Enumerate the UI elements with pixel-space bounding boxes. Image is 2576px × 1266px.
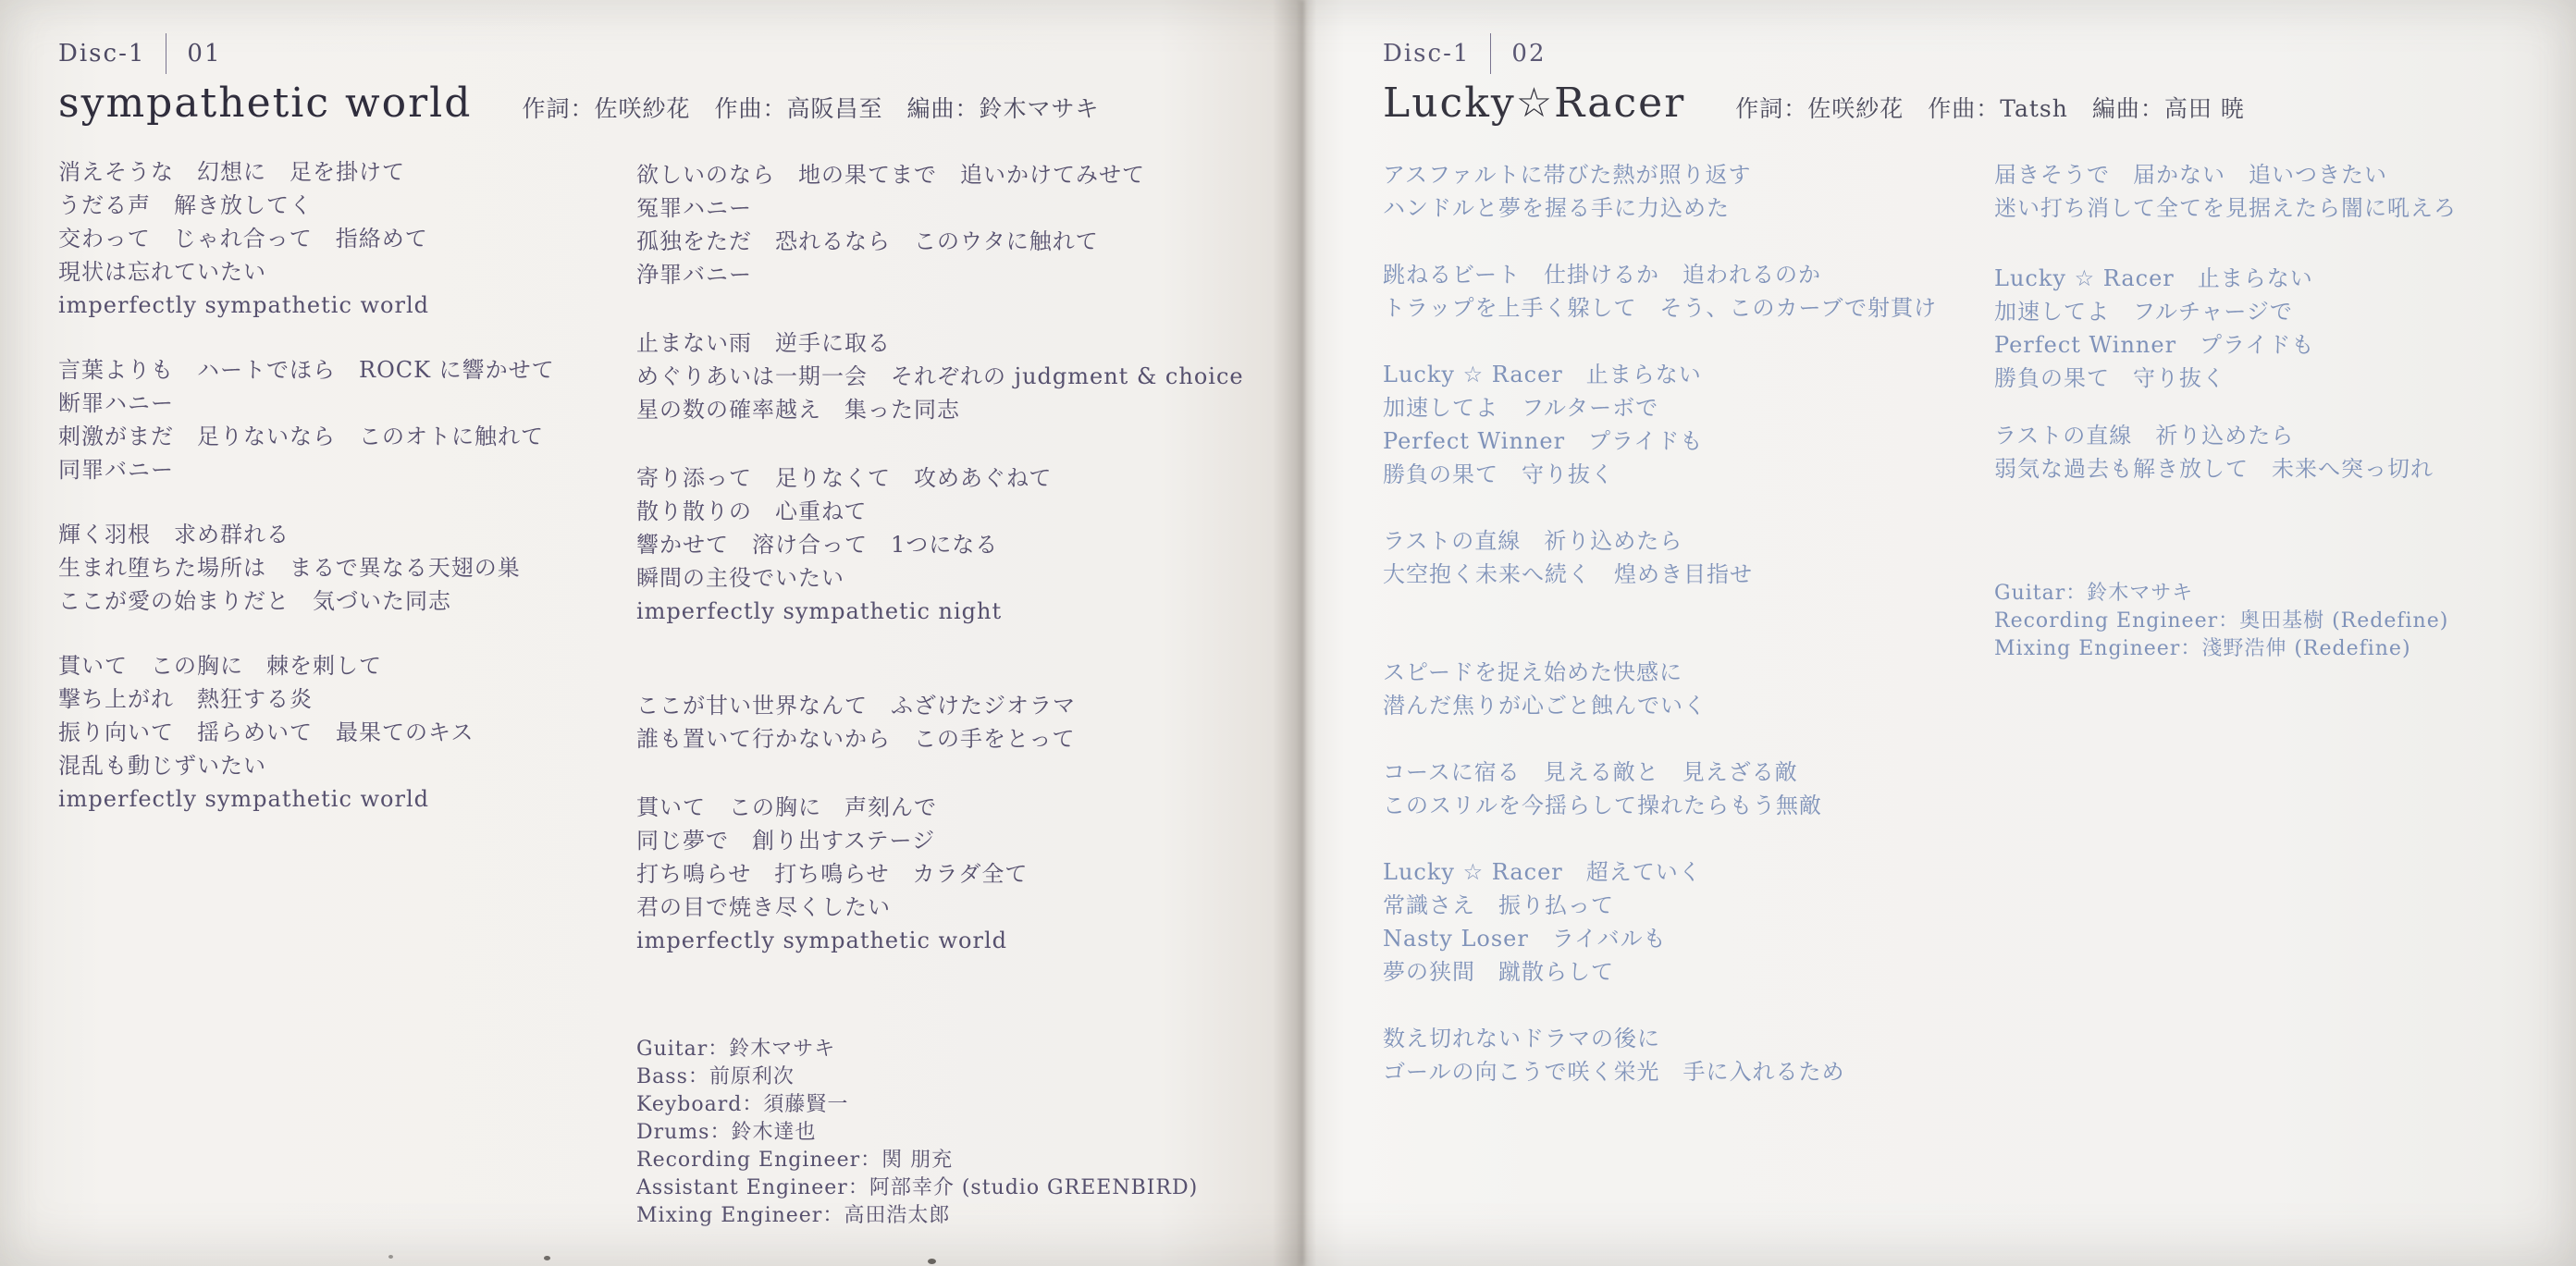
- lyric-line: Lucky ☆ Racer 止まらない: [1383, 362, 1702, 387]
- lyric-line: 常識さえ 振り払って: [1383, 892, 1614, 918]
- lyric-line: このスリルを今揺らして操れたらもう無敵: [1383, 793, 1822, 818]
- musician-credits: [636, 1036, 1198, 1230]
- lyric-line: 寄り添って 足りなくて 攻めあぐねて: [636, 465, 1053, 491]
- disc-label: Disc-1: [1383, 40, 1471, 68]
- lyric-line: 夢の狭間 蹴散らして: [1383, 959, 1614, 985]
- lyric-line: 孤独をただ 恐れるなら このウタに触れて: [636, 228, 1099, 254]
- lyric-line: 振り向いて 揺らめいて 最果てのキス: [58, 719, 475, 745]
- lyric-line: 貫いて この胸に 棘を刺して: [58, 653, 382, 679]
- lyric-line: 撃ち上がれ 熱狂する炎: [58, 686, 313, 712]
- scan-artifact: [388, 1255, 393, 1259]
- lyric-line: 君の目で焼き尽くしたい: [636, 894, 891, 920]
- lyric-block: [636, 791, 1244, 957]
- lyric-line: 同罪バニー: [58, 457, 174, 483]
- lyric-line: imperfectly sympathetic night: [636, 598, 1003, 624]
- lyrics-column: [1994, 158, 2457, 517]
- lyric-line: 加速してよ フルターボで: [1383, 395, 1659, 421]
- lyrics-column: [636, 158, 1244, 992]
- lyric-line: 浄罪バニー: [636, 262, 752, 288]
- lyric-line: トラップを上手く躱して そう、このカーブで射貫け: [1383, 295, 1938, 321]
- songwriter-credits: 作詞：佐咲紗花 作曲：Tatsh 編曲：高田 暁: [1735, 95, 2245, 122]
- scan-artifact: [544, 1256, 550, 1260]
- lyric-block: [1383, 524, 1937, 591]
- lyric-line: 星の数の確率越え 集った同志: [636, 397, 960, 423]
- lyric-block: [58, 353, 555, 486]
- lyric-line: 加速してよ フルチャージで: [1994, 299, 2293, 325]
- lyric-line: 止まない雨 逆手に取る: [636, 330, 891, 356]
- lyric-block: [58, 155, 555, 322]
- lyric-block: [1994, 158, 2457, 225]
- disc-track-label: [58, 33, 222, 74]
- lyric-block: [1994, 419, 2457, 486]
- lyric-block: [636, 689, 1244, 756]
- lyric-block: [1383, 855, 1937, 989]
- lyric-line: 刺激がまだ 足りないなら このオトに触れて: [58, 424, 544, 449]
- lyric-line: 勝負の果て 守り抜く: [1383, 461, 1614, 487]
- lyric-line: 響かせて 溶け合って 1つになる: [636, 532, 999, 558]
- lyric-line: ここが甘い世界なんて ふざけたジオラマ: [636, 693, 1076, 719]
- lyric-line: めぐりあいは一期一会 それぞれの judgment & choice: [636, 363, 1244, 389]
- lyric-block: [1383, 756, 1937, 822]
- lyric-line: 冤罪ハニー: [636, 195, 752, 221]
- lyric-line: 散り散りの 心重ねて: [636, 498, 868, 524]
- lyric-line: 同じ夢で 創り出すステージ: [636, 828, 936, 854]
- lyric-block: [636, 326, 1244, 426]
- lyric-line: 消えそうな 幻想に 足を掛けて: [58, 159, 405, 185]
- lyric-line: Perfect Winner プライドも: [1994, 332, 2315, 358]
- lyric-line: 現状は忘れていたい: [58, 259, 266, 285]
- lyric-line: 断罪ハニー: [58, 390, 174, 416]
- lyric-block: [1383, 158, 1937, 225]
- songwriter-credits: 作詞：佐咲紗花 作曲：高阪昌至 編曲：鈴木マサキ: [522, 95, 1100, 122]
- lyric-line: 迷い打ち消して全てを見据えたら闇に吼えろ: [1994, 195, 2457, 221]
- lyrics-column: [58, 155, 555, 847]
- lyric-line: 数え切れないドラマの後に: [1383, 1026, 1660, 1051]
- lyric-block: [1383, 656, 1937, 722]
- lyric-line: Perfect Winner プライドも: [1383, 428, 1704, 454]
- scan-artifact: [928, 1259, 936, 1264]
- credit-line: Recording Engineer：関 朋充: [636, 1149, 954, 1172]
- lyric-line: 打ち鳴らせ 打ち鳴らせ カラダ全て: [636, 861, 1029, 887]
- track-number: 02: [1511, 40, 1547, 68]
- credit-line: Bass：前原利次: [636, 1065, 795, 1088]
- lyric-line: ハンドルと夢を握る手に力込めた: [1383, 195, 1730, 221]
- disc-track-label: [1383, 33, 1547, 74]
- lyric-line: imperfectly sympathetic world: [636, 928, 1008, 953]
- lyric-block: [636, 158, 1244, 291]
- lyric-block: [636, 461, 1244, 628]
- credit-line: Guitar：鈴木マサキ: [1994, 582, 2194, 605]
- lyric-line: 大空抱く未来へ続く 煌めき目指せ: [1383, 561, 1753, 587]
- lyric-line: 欲しいのなら 地の果てまで 追いかけてみせて: [636, 162, 1145, 188]
- lyric-line: 瞬間の主役でいたい: [636, 565, 844, 591]
- track-number: 01: [187, 40, 222, 68]
- lyric-line: アスファルトに帯びた熱が照り返す: [1383, 162, 1752, 188]
- lyrics-column: [1383, 158, 1937, 1122]
- lyric-line: 誰も置いて行かないから この手をとって: [636, 726, 1076, 752]
- lyric-line: ラストの直線 祈り込めたら: [1383, 528, 1683, 554]
- credit-line: Keyboard：須藤賢一: [636, 1093, 849, 1116]
- lyric-block: [1994, 262, 2457, 395]
- lyric-line: ゴールの向こうで咲く栄光 手に入れるため: [1383, 1059, 1845, 1085]
- disc-label: Disc-1: [58, 40, 146, 68]
- lyric-line: 跳ねるビート 仕掛けるか 追われるのか: [1383, 262, 1822, 288]
- credit-line: Mixing Engineer：淺野浩伸 (Redefine): [1994, 637, 2411, 660]
- lyric-line: ラストの直線 祈り込めたら: [1994, 423, 2295, 449]
- lyric-line: imperfectly sympathetic world: [58, 292, 430, 318]
- song-title: Lucky☆Racer: [1383, 80, 1686, 127]
- credit-line: Assistant Engineer：阿部幸介 (studio GREENBIRD): [636, 1176, 1199, 1199]
- musician-credits: [1994, 580, 2448, 663]
- credit-line: Recording Engineer：奥田基樹 (Redefine): [1994, 609, 2449, 633]
- lyric-line: 交わって じゃれ合って 指絡めて: [58, 226, 428, 252]
- lyric-line: 言葉よりも ハートでほら ROCK に響かせて: [58, 357, 555, 383]
- lyric-line: 弱気な過去も解き放して 未来へ突っ切れ: [1994, 456, 2434, 482]
- credit-line: Drums：鈴木達也: [636, 1121, 817, 1144]
- lyric-line: 貫いて この胸に 声刻んで: [636, 794, 937, 820]
- lyric-line: 輝く羽根 求め群れる: [58, 522, 290, 547]
- lyric-line: Lucky ☆ Racer 超えていく: [1383, 859, 1702, 885]
- lyric-line: 潜んだ焦りが心ごと蝕んでいく: [1383, 693, 1707, 719]
- title-row-right: [1383, 80, 2245, 127]
- lyric-block: [1383, 1022, 1937, 1088]
- lyric-line: Lucky ☆ Racer 止まらない: [1994, 265, 2313, 291]
- song-title: sympathetic world: [58, 80, 473, 127]
- credit-line: Guitar：鈴木マサキ: [636, 1038, 836, 1061]
- lyric-line: ここが愛の始まりだと 気づいた同志: [58, 588, 451, 614]
- lyric-block: [1383, 258, 1937, 325]
- page-fold: [1300, 0, 1304, 1266]
- lyric-line: スピードを捉え始めた快感に: [1383, 659, 1683, 685]
- lyric-line: 混乱も動じずいたい: [58, 753, 266, 779]
- lyric-line: imperfectly sympathetic world: [58, 786, 430, 812]
- divider: [1490, 33, 1491, 74]
- lyric-block: [58, 518, 555, 618]
- lyric-line: 生まれ堕ちた場所は まるで異なる天翅の巣: [58, 555, 521, 581]
- lyric-line: うだる声 解き放してく: [58, 192, 313, 218]
- lyric-line: コースに宿る 見える敵と 見えざる敵: [1383, 759, 1798, 785]
- title-row-left: [58, 80, 1099, 127]
- lyric-block: [58, 649, 555, 816]
- lyric-line: 届きそうで 届かない 追いつきたい: [1994, 162, 2387, 188]
- credit-line: Mixing Engineer：高田浩太郎: [636, 1204, 951, 1227]
- lyric-block: [1383, 358, 1937, 491]
- lyric-line: Nasty Loser ライバルも: [1383, 926, 1667, 952]
- lyric-line: 勝負の果て 守り抜く: [1994, 365, 2225, 391]
